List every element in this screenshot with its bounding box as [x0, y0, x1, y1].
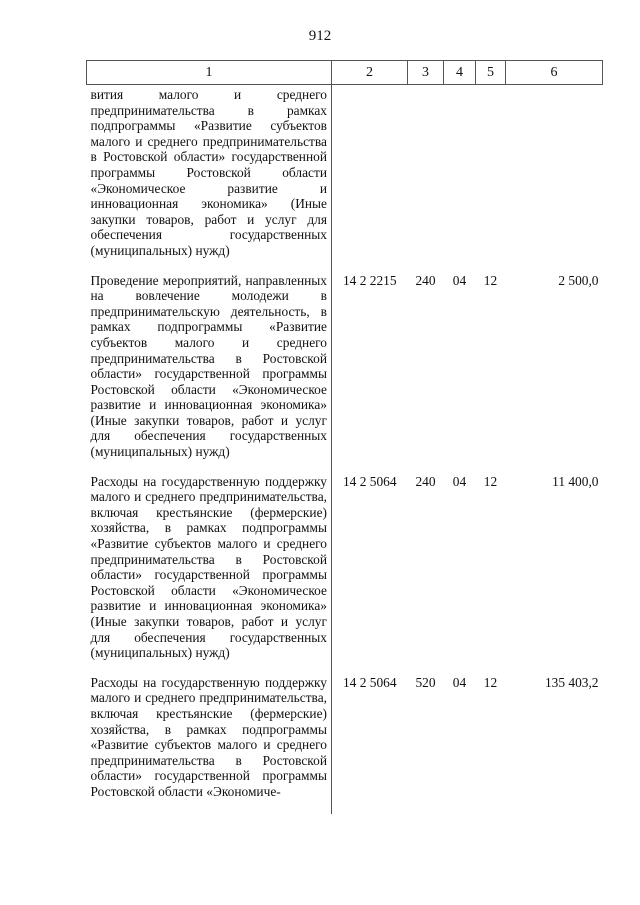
- row-expense-type: 520: [415, 674, 436, 690]
- row-amount: 2 500,0: [558, 272, 599, 288]
- column-header: 5: [476, 61, 506, 85]
- budget-table: [86, 60, 603, 814]
- column-header: 4: [444, 61, 476, 85]
- table-header-row: [87, 61, 603, 85]
- row-section: 04: [452, 473, 467, 489]
- page-number: 912: [308, 28, 332, 44]
- row-section: 04: [452, 674, 467, 690]
- row-section: 04: [452, 272, 467, 288]
- column-header: 1: [87, 61, 332, 85]
- row-target-code: 14 2 2215: [342, 272, 397, 288]
- row-subsection: 12: [483, 473, 498, 489]
- row-amount: [506, 85, 603, 273]
- row-amount: 135 403,2: [544, 674, 599, 690]
- row-target-code: [332, 85, 408, 273]
- row-subsection: [476, 85, 506, 273]
- table-row: [87, 675, 603, 814]
- column-header: 2: [332, 61, 408, 85]
- row-amount: 11 400,0: [552, 473, 599, 489]
- table-row: [87, 85, 603, 273]
- row-expense-type: [408, 85, 444, 273]
- table-row: [87, 273, 603, 474]
- row-subsection: 12: [483, 272, 498, 288]
- row-expense-type: 240: [415, 473, 436, 489]
- row-description: Проведение мероприятий, направленных на вовлечение молодежи в предпринимательскую деятельность, в рамках подпрограммы «Развитие субъектов малого и среднего предпринимательства в Ростовской области» государственной программы Ростовской области «Экономическое развитие и инновационная экономика» (Иные закупки товаров, работ и услуг для обеспечения государственных (муниципальных) нужд): [87, 273, 332, 474]
- table-row: [87, 474, 603, 675]
- row-description: вития малого и среднего предпринимательства в рамках подпрограммы «Развитие субъектов малого и среднего предпринимательства в Ростовской области» государственной программы Ростовской области «Экономическое развитие и инновационная экономика» (Иные закупки товаров, работ и услуг для обеспечения государственных (муниципальных) нужд): [87, 85, 332, 273]
- row-target-code: 14 2 5064: [342, 473, 397, 489]
- row-section: [444, 85, 476, 273]
- row-expense-type: 240: [415, 272, 436, 288]
- row-description: Расходы на государственную поддержку малого и среднего предпринимательства, включая крестьянские (фермерские) хозяйства, в рамках подпрограммы «Развитие субъектов малого и среднего предпринимательства в Ростовской области» государственной программы Ростовской области «Экономическое развитие и инновационная экономика» (Иные закупки товаров, работ и услуг для обеспечения государственных (муниципальных) нужд): [87, 474, 332, 675]
- column-header: 6: [506, 61, 603, 85]
- column-header: 3: [408, 61, 444, 85]
- row-description: Расходы на государственную поддержку малого и среднего предпринимательства, включая крестьянские (фермерские) хозяйства, в рамках подпрограммы «Развитие субъектов малого и среднего предпринимательства в Ростовской области» государственной программы Ростовской области «Экономиче-: [87, 675, 332, 814]
- row-target-code: 14 2 5064: [342, 674, 397, 690]
- row-subsection: 12: [483, 674, 498, 690]
